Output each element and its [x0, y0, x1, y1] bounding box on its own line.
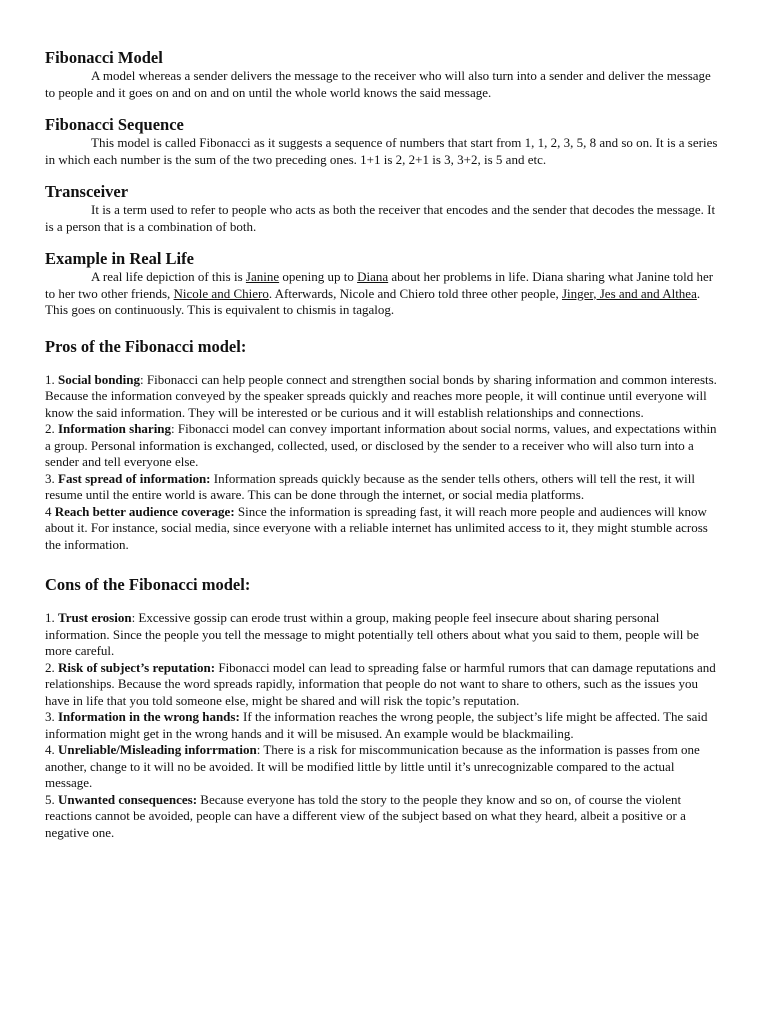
- item-text: : Fibonacci model can convey important information about social norms, values, and expectations within a group. Personal information is exchanged, collected, used, or disclosed by the sender to a receiver who will also turn into a sender and tell everyone else.: [45, 421, 717, 469]
- section-heading: Cons of the Fibonacci model:: [45, 575, 251, 594]
- name-jinger-jes-althea: Jinger, Jes and and Althea: [561, 285, 697, 301]
- section-heading: Pros of the Fibonacci model:: [45, 336, 247, 356]
- item-title: Information in the wrong hands:: [58, 709, 240, 724]
- section-body: A model whereas a sender delivers the message to the receiver who will also turn into a sender and deliver the message to people and it goes on and on and on until the whole world knows the said message.: [45, 68, 711, 100]
- list-item: [45, 504, 723, 554]
- item-title: Unreliable/Misleading inforrmation: [58, 742, 257, 757]
- section-transceiver: [45, 182, 723, 235]
- item-number: 4.: [45, 742, 58, 757]
- section-body: This model is called Fibonacci as it suggests a sequence of numbers that start from 1, 1, 2, 3, 5, 8 and so on. It is a series in which each number is the sum of the two preceding ones. 1+1 is 2, 2+1 is 3, 3+2, is 5 and etc.: [45, 135, 718, 167]
- document-page: [45, 48, 723, 855]
- section-fibonacci-model: [45, 48, 723, 101]
- item-number: 1.: [45, 371, 58, 387]
- item-title: Trust erosion: [58, 610, 132, 625]
- item-number: 1.: [45, 610, 58, 625]
- list-item: [45, 610, 723, 660]
- item-text: : There is a risk for miscommunication because as the information is passes from one another, change to it will no be avoided. It will be modified little by little until it’s unrecognizable compared to the actual message.: [45, 742, 700, 790]
- name-nicole-chiero: Nicole and Chiero: [173, 285, 269, 301]
- item-number: 2.: [45, 659, 58, 675]
- item-text: Since the information is spreading fast, it will reach more people and audiences will know about it. For instance, social media, since everyone with a reliable internet has unlimited access to it, they might stumble across the information.: [45, 503, 708, 552]
- section-heading: Transceiver: [45, 182, 129, 201]
- item-text: Because everyone has told the story to the people they know and so on, of course the violent reactions cannot be avoided, people can have a different view of the subject based on what they heard, albeit a positive or a negative one.: [45, 791, 686, 840]
- section-heading: Fibonacci Sequence: [45, 115, 184, 134]
- item-number: 4: [45, 503, 55, 519]
- item-number: 5.: [45, 791, 58, 807]
- name-diana: Diana: [357, 269, 389, 284]
- section-heading: Example in Real Life: [45, 249, 194, 268]
- item-title: Fast spread of information:: [58, 470, 211, 486]
- section-example: [45, 249, 723, 319]
- item-text: Information spreads quickly because as the sender tells others, others will tell the rest, it will resume until the entire world is aware. This can be done through the internet, or social media platforms.: [45, 470, 696, 502]
- section-cons: [45, 575, 723, 841]
- example-text: . Afterwards, Nicole and Chiero told three other people,: [268, 285, 562, 301]
- list-item: [45, 742, 723, 792]
- item-text: If the information reaches the wrong people, the subject’s life might be affected. The said information might get in the wrong hands and it will be misused. An example would be blackmailing.: [45, 709, 708, 741]
- section-pros: [45, 337, 723, 554]
- section-body: It is a term used to refer to people who acts as both the receiver that encodes and the sender that decodes the message. It is a person that is a combination of both.: [45, 202, 716, 234]
- section-fibonacci-sequence: [45, 115, 723, 168]
- item-number: 3.: [45, 709, 58, 724]
- item-number: 2.: [45, 421, 58, 436]
- section-heading: Fibonacci Model: [45, 48, 163, 67]
- item-title: Reach better audience coverage:: [54, 503, 235, 519]
- list-item: [45, 792, 723, 842]
- example-text: . This goes on continuously. This is equivalent to chismis in tagalog.: [45, 285, 701, 317]
- item-text: : Excessive gossip can erode trust within a group, making people feel insecure about sharing personal information. Since the people you tell the message to might potentially tell others about what you said to them, people will be more careful.: [45, 610, 699, 658]
- item-title: Social bonding: [58, 371, 141, 387]
- list-item: [45, 372, 723, 422]
- example-text: opening up to: [279, 269, 358, 284]
- item-title: Information sharing: [58, 421, 172, 436]
- item-number: 3.: [45, 470, 58, 486]
- list-item: [45, 709, 723, 742]
- item-text: : Fibonacci can help people connect and strengthen social bonds by sharing information and common interests. Because the information conveyed by the speaker spreads quickly and reaches more people, it will continue until everyone will know the said information. They will be interested or be curious and it will establish relationships and connections.: [45, 371, 717, 420]
- list-item: [45, 660, 723, 710]
- example-body: [45, 269, 723, 319]
- example-text: about her problems in life. Diana sharing what Janine told her to her two other friends,: [45, 269, 714, 301]
- example-text: A real life depiction of this is: [91, 269, 246, 284]
- list-item: [45, 421, 723, 471]
- item-text: Fibonacci model can lead to spreading false or harmful rumors that can damage reputations and relationships. Because the word spreads rapidly, information that people do not want to share to others, such as the issues you have in life that you told someone else, might be shared and will risk the topic’s reputation.: [45, 659, 716, 708]
- item-title: Risk of subject’s reputation:: [58, 659, 216, 675]
- item-title: Unwanted consequences:: [58, 791, 198, 807]
- list-item: [45, 471, 723, 504]
- name-janine: Janine: [245, 269, 280, 284]
